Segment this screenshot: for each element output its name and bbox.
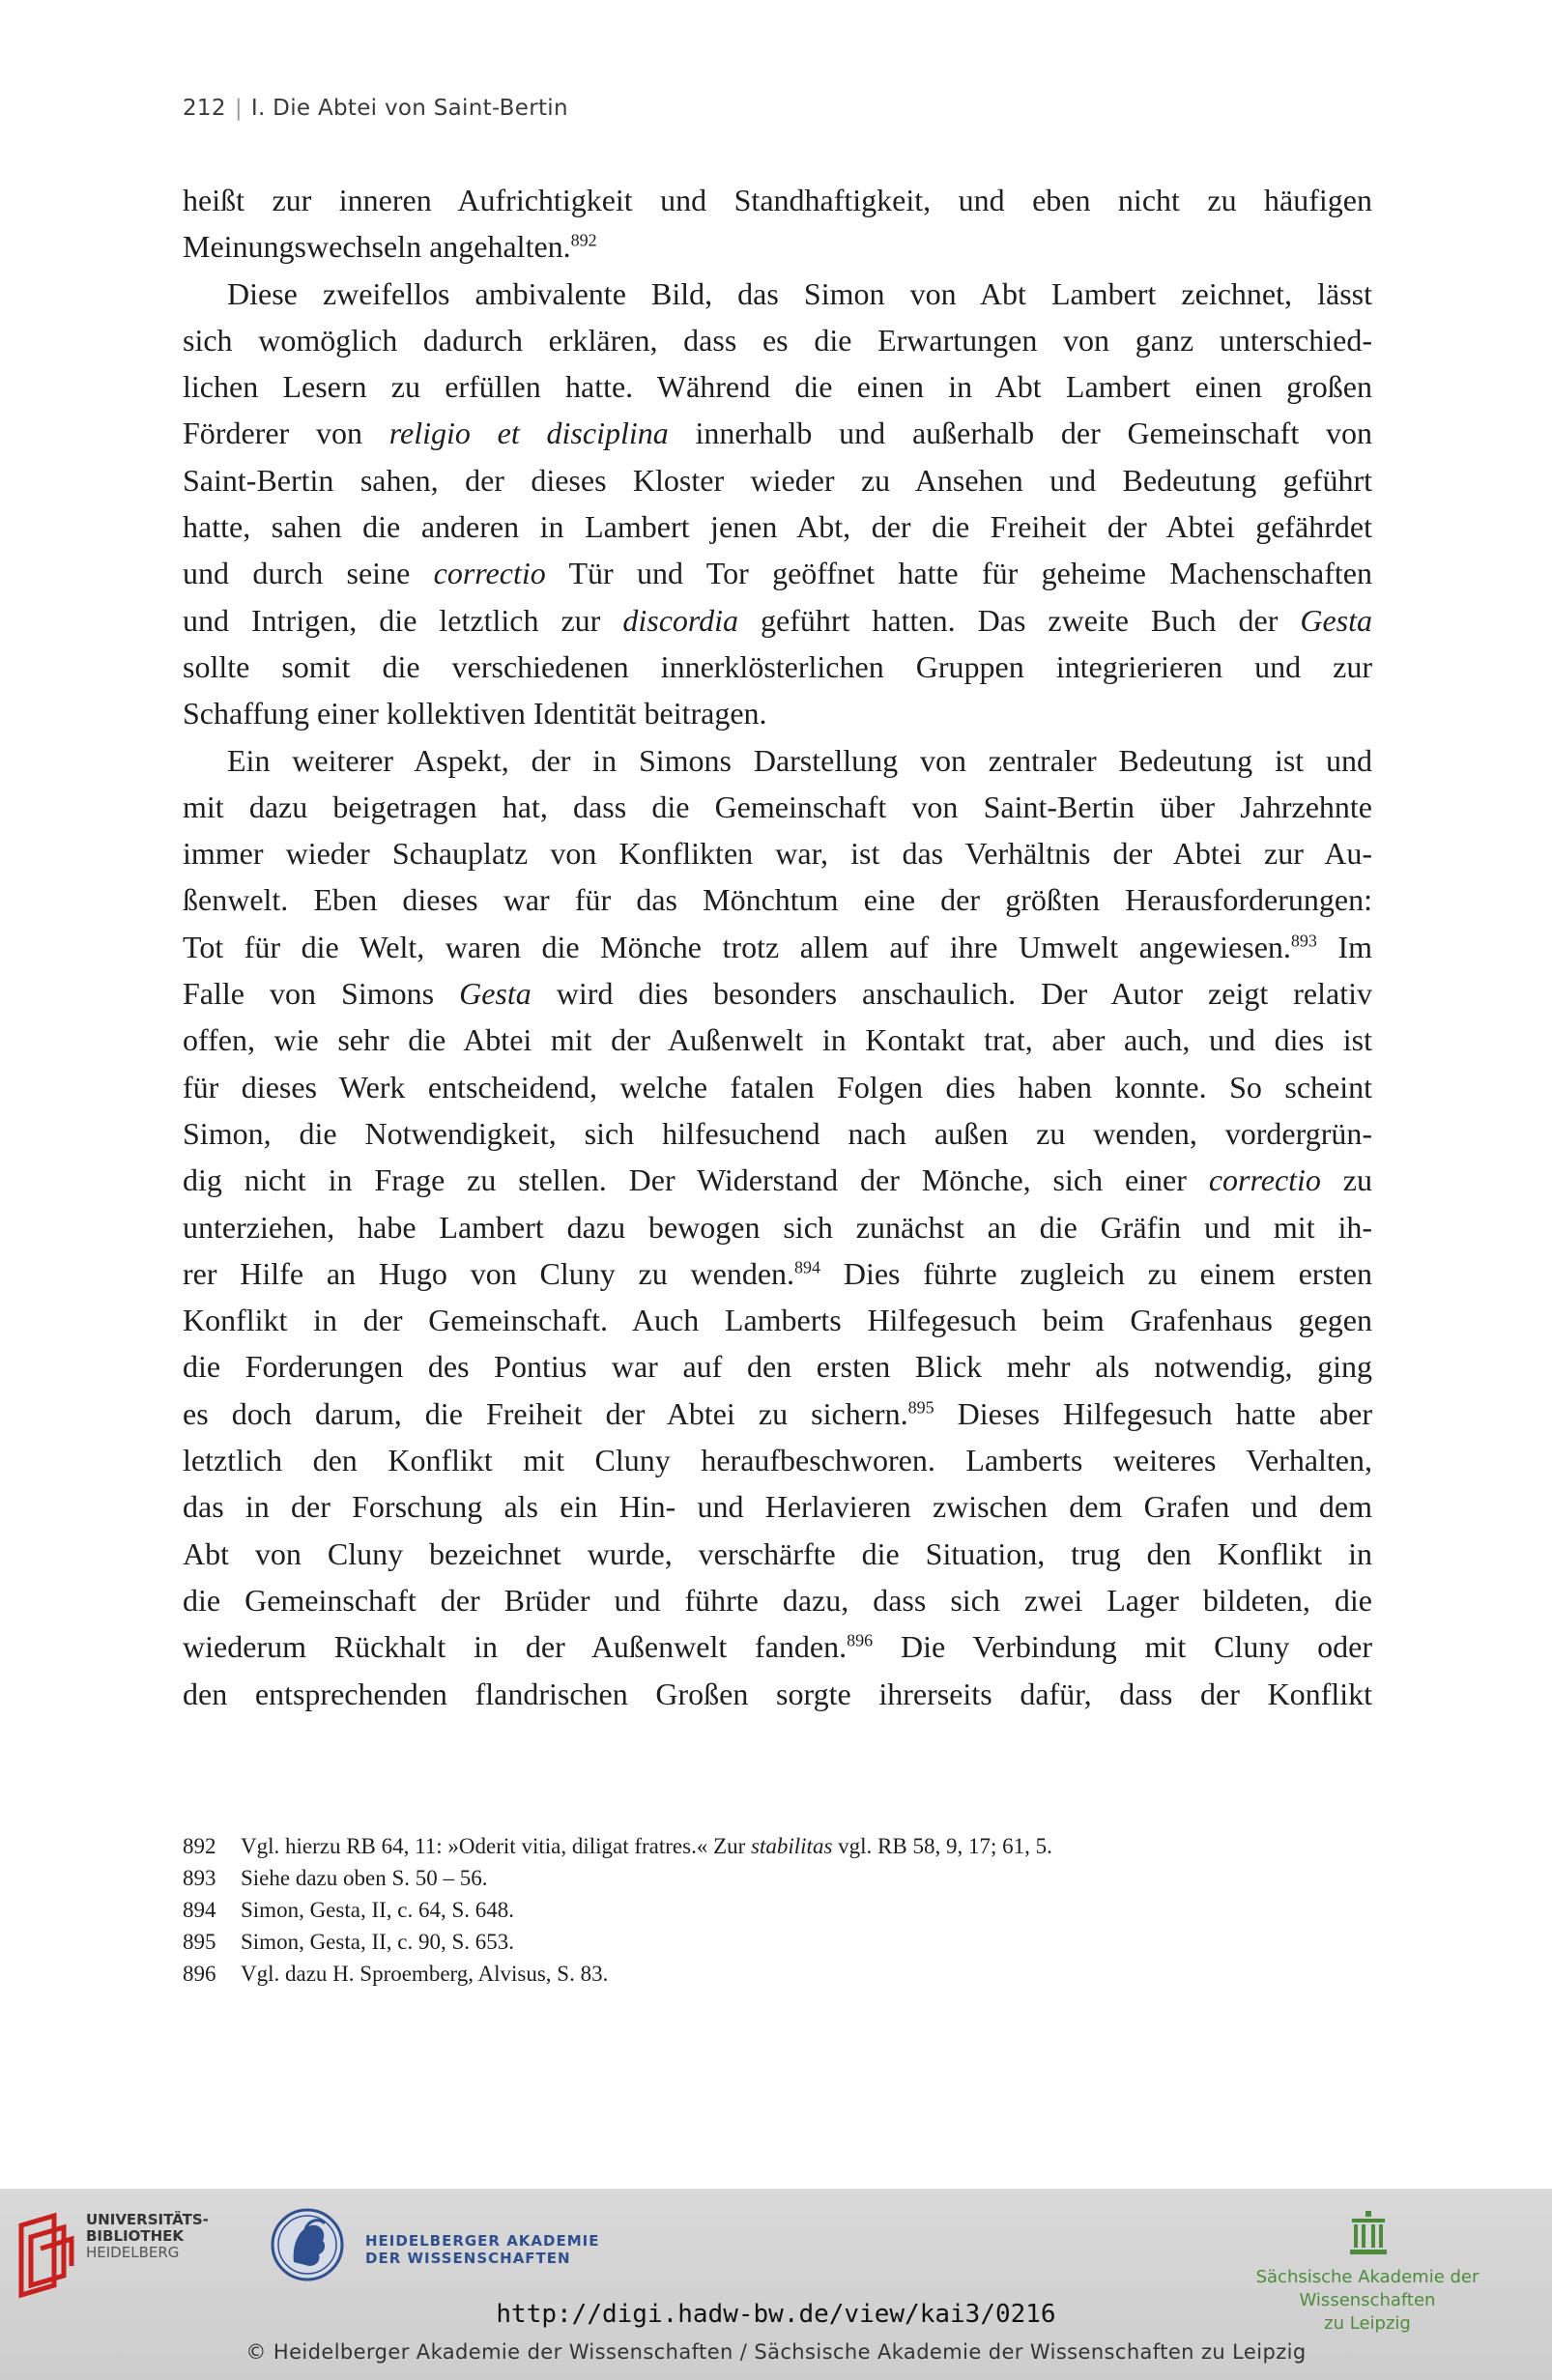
- hadw-label: [365, 2232, 600, 2267]
- text-run: ßenwelt. Eben dieses war für das Mönchtum eine der größten Herausforderungen:: [183, 882, 1372, 918]
- saw-line-2: zu Leipzig: [1324, 2313, 1411, 2334]
- text-line: [183, 1623, 1372, 1670]
- italic-term: discordia: [622, 602, 739, 638]
- footnote-text: Vgl. hierzu RB 64, 11: »Oderit vitia, diligat fratres.« Zur: [241, 1834, 752, 1858]
- text-line: [183, 876, 1372, 923]
- text-run: Tot für die Welt, waren die Mönche trotz allem auf ihre Umwelt angewiesen.: [183, 929, 1291, 964]
- text-run: Meinungswechseln angehalten.: [183, 229, 571, 265]
- text-line: [183, 1064, 1372, 1110]
- text-run: Dieses Hilfegesuch hatte aber: [934, 1395, 1372, 1431]
- saw-line-1: Sächsische Akademie der Wissenschaften: [1255, 2267, 1480, 2310]
- ub-line-3: HEIDELBERG: [86, 2244, 180, 2261]
- text-run: Tür und Tor geöffnet hatte für geheime Machenschaften: [545, 556, 1373, 591]
- hadw-line-1: HEIDELBERGER AKADEMIE: [365, 2232, 600, 2250]
- text-run: Schaffung einer kollektiven Identität beitragen.: [183, 696, 767, 731]
- footnote: [183, 1862, 1372, 1894]
- footnote-number: 894: [183, 1898, 216, 1922]
- text-run: die Forderungen des Pontius war auf den ersten Blick mehr als notwendig, ging: [183, 1349, 1372, 1385]
- italic-term: Gesta: [459, 976, 532, 1012]
- footnote-reference: 894: [794, 1257, 821, 1277]
- footnote-text: vgl. RB 58, 9, 17; 61, 5.: [832, 1834, 1052, 1858]
- ub-line-2: BIBLIOTHEK: [86, 2227, 184, 2245]
- text-run: sollte somit die verschiedenen innerklösterlichen Gruppen integrierieren und zur: [183, 648, 1372, 684]
- italic-term: correctio: [433, 556, 546, 591]
- chapter-title: I. Die Abtei von Saint-Bertin: [250, 96, 568, 121]
- text-run: letztlich den Konflikt mit Cluny heraufbeschworen. Lamberts weiteres Verhalten,: [183, 1443, 1372, 1478]
- text-line: [183, 784, 1372, 830]
- text-line: [183, 223, 1372, 270]
- footnote-number: 893: [183, 1866, 216, 1890]
- text-run: das in der Forschung als ein Hin- und Herlavieren zwischen dem Grafen und dem: [183, 1489, 1372, 1525]
- running-header: [183, 96, 568, 121]
- text-run: wiederum Rückhalt in der Außenwelt fanden.: [183, 1629, 848, 1665]
- text-run: Falle von Simons: [183, 976, 460, 1012]
- text-run: und durch seine: [183, 556, 434, 591]
- footnote-reference: 892: [570, 230, 597, 250]
- text-run: sich womöglich dadurch erklären, dass es die Erwartungen von ganz unterschied-: [183, 322, 1372, 358]
- text-run: hatte, sahen die anderen in Lambert jenen Abt, der die Freiheit der Abtei gefährdet: [183, 509, 1372, 545]
- italic-term: religio et disciplina: [388, 416, 669, 451]
- text-line: [183, 1483, 1372, 1530]
- paragraph: [183, 271, 1372, 737]
- text-line: [183, 1391, 1372, 1437]
- footnote-italic-term: stabilitas: [751, 1834, 833, 1858]
- footnote-reference: 893: [1290, 931, 1317, 951]
- hadw-line-2: DER WISSENSCHAFTEN: [365, 2250, 571, 2267]
- footnote-number: 892: [183, 1834, 216, 1858]
- text-line: [183, 1343, 1372, 1390]
- footnote: [183, 1958, 1372, 1990]
- text-run: die Gemeinschaft der Brüder und führte dazu, dass sich zwei Lager bildeten, die: [183, 1582, 1372, 1618]
- footnote: [183, 1830, 1372, 1862]
- text-line: [183, 1204, 1372, 1250]
- text-line: [183, 503, 1372, 550]
- text-line: [183, 363, 1372, 410]
- text-line: [183, 271, 1372, 317]
- text-line: [183, 1671, 1372, 1717]
- text-run: lichen Lesern zu erfüllen hatte. Während die einen in Abt Lambert einen großen: [183, 369, 1372, 405]
- text-line: [183, 317, 1372, 363]
- footnote-reference: 895: [907, 1397, 934, 1418]
- footnote-text: Simon, Gesta, II, c. 64, S. 648.: [241, 1898, 515, 1922]
- paragraph: [183, 177, 1372, 271]
- source-url[interactable]: http://digi.hadw-bw.de/view/kai3/0216: [496, 2300, 1056, 2329]
- text-line: [183, 1017, 1372, 1063]
- text-run: geführt hatten. Das zweite Buch der: [738, 602, 1301, 638]
- text-line: [183, 1250, 1372, 1297]
- text-line: [183, 737, 1372, 784]
- text-line: [183, 410, 1372, 456]
- body-text: [183, 177, 1372, 1717]
- hadw-athena-emblem-icon: [271, 2206, 344, 2283]
- footnote-reference: 896: [847, 1630, 874, 1650]
- text-line: [183, 1110, 1372, 1157]
- text-run: immer wieder Schauplatz von Konflikten war, ist das Verhältnis der Abtei zur Au-: [183, 836, 1372, 872]
- text-run: den entsprechenden flandrischen Großen sorgte ihrerseits dafür, dass der Konflikt: [183, 1676, 1372, 1711]
- text-run: Abt von Cluny bezeichnet wurde, verschärfte die Situation, trug den Konflikt in: [183, 1535, 1372, 1571]
- italic-term: correctio: [1208, 1162, 1321, 1198]
- footnote-text: Simon, Gesta, II, c. 90, S. 653.: [241, 1930, 515, 1954]
- header-separator: |: [234, 96, 243, 121]
- footnotes: [183, 1830, 1372, 1990]
- footnote-text: Vgl. dazu H. Sproemberg, Alvisus, S. 83.: [241, 1962, 609, 1986]
- text-run: Simon, die Notwendigkeit, sich hilfesuchend nach außen zu wenden, vordergrün-: [183, 1115, 1372, 1151]
- page-number: 212: [183, 96, 226, 121]
- footnote-number: 896: [183, 1962, 216, 1986]
- paragraph: [183, 737, 1372, 1717]
- text-line: [183, 177, 1372, 223]
- text-run: Saint-Bertin sahen, der dieses Kloster wieder zu Ansehen und Bedeutung geführt: [183, 462, 1372, 498]
- text-run: mit dazu beigetragen hat, dass die Gemeinschaft von Saint-Bertin über Jahrzehnte: [183, 789, 1372, 824]
- text-run: zu: [1320, 1162, 1373, 1198]
- text-run: Ein weiterer Aspekt, der in Simons Darstellung von zentraler Bedeutung ist und: [227, 742, 1372, 778]
- text-line: [183, 924, 1372, 970]
- italic-term: Gesta: [1300, 602, 1373, 638]
- text-line: [183, 690, 1372, 736]
- text-run: Konflikt in der Gemeinschaft. Auch Lamberts Hilfegesuch beim Grafenhaus gegen: [183, 1303, 1372, 1338]
- text-run: heißt zur inneren Aufrichtigkeit und Standhaftigkeit, und eben nicht zu häufigen: [183, 183, 1372, 217]
- text-line: [183, 597, 1372, 644]
- text-line: [183, 830, 1372, 876]
- text-run: Diese zweifellos ambivalente Bild, das Simon von Abt Lambert zeichnet, lässt: [227, 275, 1372, 311]
- copyright-notice: © Heidelberger Akademie der Wissenschaften / Sächsische Akademie der Wissenschaften zu Leipzig: [245, 2340, 1307, 2364]
- text-run: unterziehen, habe Lambert dazu bewogen sich zunächst an die Gräfin und mit ih-: [183, 1209, 1372, 1245]
- digitization-banner: [0, 2189, 1552, 2380]
- text-run: Dies führte zugleich zu einem ersten: [820, 1255, 1373, 1291]
- text-line: [183, 1577, 1372, 1623]
- text-run: wird dies besonders anschaulich. Der Autor zeigt relativ: [531, 976, 1373, 1012]
- text-line: [183, 1531, 1372, 1577]
- text-run: rer Hilfe an Hugo von Cluny zu wenden.: [183, 1255, 795, 1291]
- saw-building-emblem-icon: [1348, 2211, 1389, 2255]
- text-run: offen, wie sehr die Abtei mit der Außenwelt in Kontakt trat, aber auch, und dies ist: [183, 1022, 1372, 1058]
- text-line: [183, 1297, 1372, 1343]
- text-line: [183, 1437, 1372, 1483]
- text-run: es doch darum, die Freiheit der Abtei zu sichern.: [183, 1395, 908, 1431]
- text-run: für dieses Werk entscheidend, welche fatalen Folgen dies haben konnte. So scheint: [183, 1069, 1372, 1104]
- text-run: Die Verbindung mit Cluny oder: [873, 1629, 1373, 1665]
- text-line: [183, 550, 1372, 596]
- footnote: [183, 1894, 1372, 1926]
- text-line: [183, 457, 1372, 503]
- footnote-text: Siehe dazu oben S. 50 – 56.: [241, 1866, 488, 1890]
- ub-heidelberg-label: [86, 2212, 209, 2261]
- footnote-number: 895: [183, 1930, 216, 1954]
- text-run: dig nicht in Frage zu stellen. Der Widerstand der Mönche, sich einer: [183, 1162, 1209, 1198]
- footnote: [183, 1926, 1372, 1958]
- text-run: Im: [1316, 929, 1373, 964]
- ub-line-1: UNIVERSITÄTS-: [86, 2211, 209, 2228]
- text-line: [183, 970, 1372, 1017]
- text-run: und Intrigen, die letztlich zur: [183, 602, 623, 638]
- text-line: [183, 1157, 1372, 1203]
- text-line: [183, 644, 1372, 690]
- text-run: Förderer von: [183, 416, 389, 451]
- text-run: innerhalb und außerhalb der Gemeinschaft von: [668, 416, 1372, 451]
